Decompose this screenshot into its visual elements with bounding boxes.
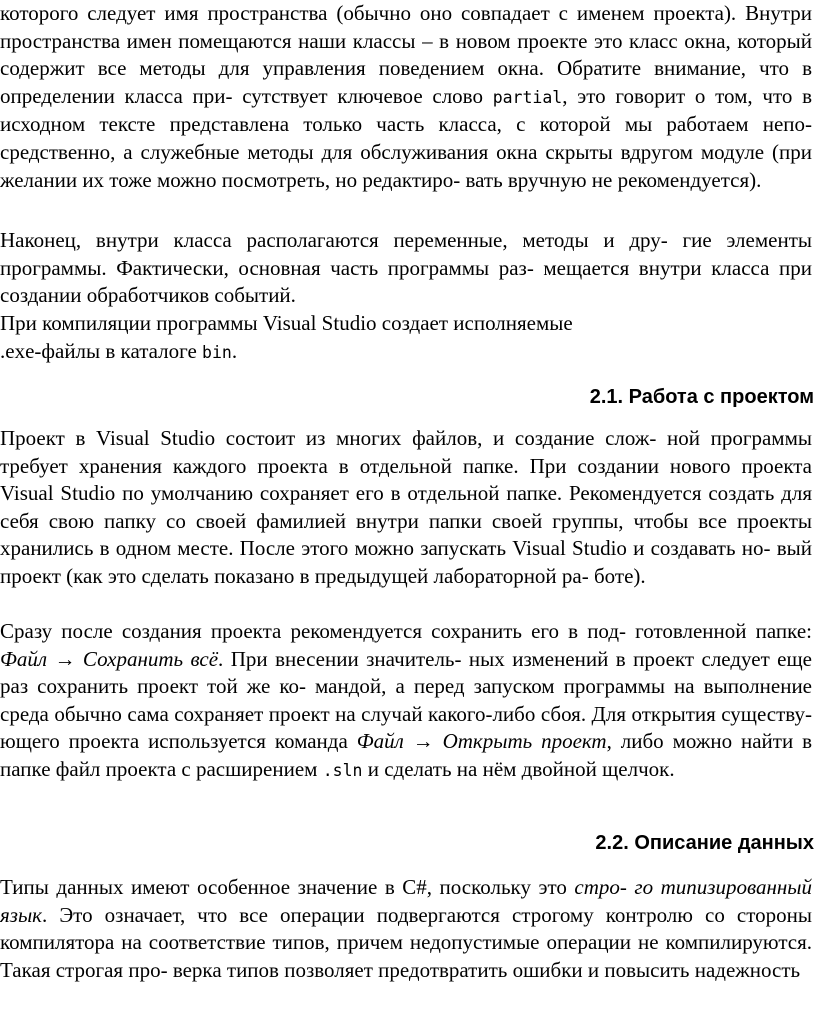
text-span: Типы данных имеют особенное значение в C#, поскольку это: [0, 875, 575, 899]
text-span: .: [231, 338, 238, 363]
code-extension: .sln: [322, 760, 363, 780]
text-span: . Это означает, что все операции подвергаются строгому контролю со стороны компилятора на соответствие типов, причем недопустимые операции не компилируются. Такая строгая про- верка типов позволяет предотвратить ошибки и повысить надежность: [0, 902, 812, 982]
section-heading-2-1: 2.1. Работа с проектом: [589, 386, 814, 408]
paragraph-namespace: [0, 0, 812, 194]
paragraph-saving-project: [0, 618, 812, 785]
text-span: .exe-файлы в каталоге: [0, 338, 203, 363]
code-keyword: partial: [492, 87, 563, 107]
text-span: , либо можно найти в папке файл проекта с расширением: [0, 729, 813, 781]
paragraph-compilation: [0, 310, 812, 366]
code-folder: bin: [202, 342, 232, 362]
term-strongly-typed: стро- го типизированный язык: [0, 875, 813, 927]
text-span: и сделать на нём двойной щелчок.: [362, 756, 675, 781]
text-span: которого следует имя пространства (обычно оно совпадает с именем проекта). Внутри пространства имен помещаются наши классы – в новом проекте это класс окна, который содержит все методы для управления поведением окна. Обратите внимание, что в определении класса при- сутствует ключевое слово: [0, 1, 812, 108]
text-span: При компиляции программы Visual Studio создает исполняемые: [0, 311, 573, 335]
text-span: . При внесении значитель- ных изменений в проект следует еще раз сохранить проект той же ко- мандой, а перед запуском программы на выполнение среда обычно сама сохраняет проект на случай какого-либо сбоя. Для открытия существу- ющего проекта используется команда: [0, 646, 812, 754]
menu-path-save-all: Файл → Сохранить всё: [0, 646, 219, 671]
paragraph-class-contents: Наконец, внутри класса располагаются переменные, методы и дру- гие элементы программы. Фактически, основная часть программы раз- мещается внутри класса при создании обработчиков событий.: [0, 228, 812, 308]
text-span: Сразу после создания проекта рекомендуется сохранить его в под- готовленной папке:: [0, 619, 812, 643]
text-span: , это говорит о том, что в исходном тексте представлена только часть класса, с которой мы работаем непо- средственно, а служебные методы для обслуживания окна скрыты вдругом модуле (при желании их тоже можно посмотреть, но редактиро- вать вручную не рекомендуется).: [0, 83, 813, 192]
section-heading-2-2: 2.2. Описание данных: [595, 832, 814, 854]
paragraph-project-files: Проект в Visual Studio состоит из многих файлов, и создание слож- ной программы требует хранения каждого проекта в отдельной папке. При создании нового проекта Visual Studio по умолчанию сохраняет его в отдельной папке. Рекомендуется создать для себя свою папку со своей фамилией внутри папки своей группы, чтобы все проекты хранились в одном месте. После этого можно запускать Visual Studio и создавать но- вый проект (как это сделать показано в предыдущей лабораторной ра- боте).: [0, 426, 812, 588]
menu-path-open-project: Файл → Открыть проект: [356, 729, 607, 754]
paragraph-data-types: [0, 874, 812, 984]
